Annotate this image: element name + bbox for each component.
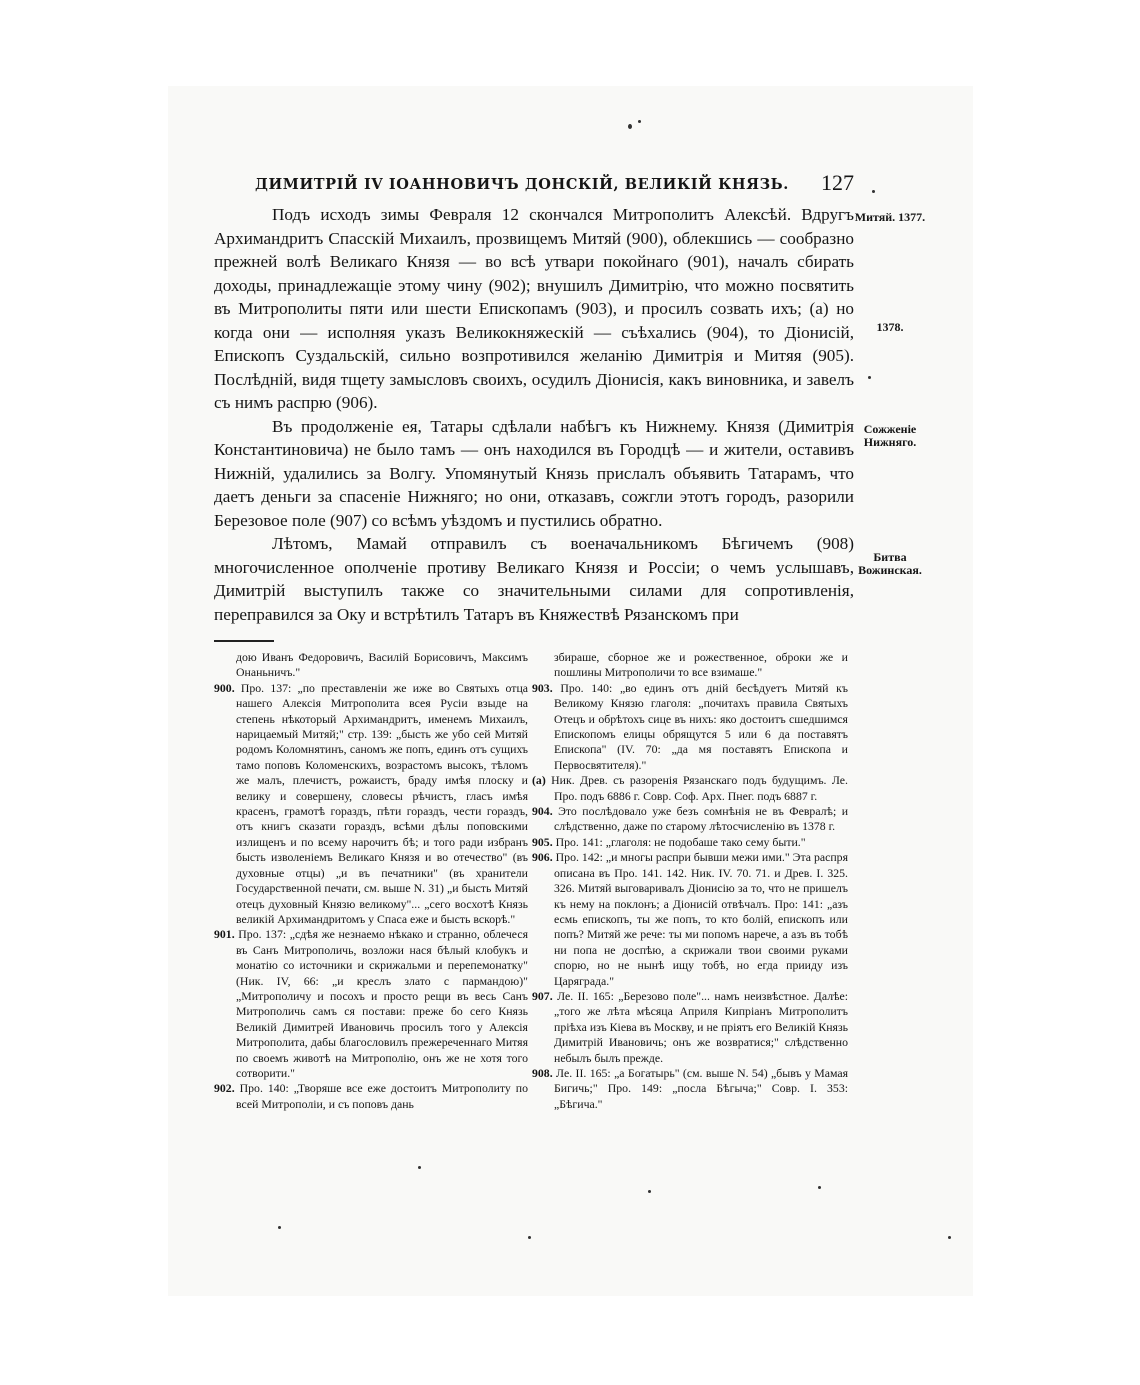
footnote-number: 908. xyxy=(532,1065,553,1080)
footnote-number: 902. xyxy=(214,1081,235,1096)
paragraph: Лѣтомъ, Мамай отправилъ съ военачальникомъ Бѣгичемъ (908) многочисленное ополченіе противу Великаго Князя и Россіи; о чемъ услышавъ, Димитрій выступилъ также со значительными силами для сопротивленія, переправился за Оку и встрѣтилъ Татаръ въ Княжествѣ Рязанскомъ при xyxy=(214,534,854,624)
footnote-number: (а) xyxy=(532,773,546,788)
footnote-number: 903. xyxy=(532,680,553,695)
footnote-text: Про. 140: „во единъ отъ дній бесѣдуетъ Митяй къ Великому Князю глаголя: „почитахъ правила Святыхъ Отецъ и обрѣтохъ сице въ нихъ: яко достоитъ сшедшимся Епископомъ елицы обрящутся 5 или 6 да поставятъ Епископа" (IV. 70: „да мя поставятъ Епископа и Первосвятителя)." xyxy=(554,680,849,772)
scan-speck xyxy=(818,1186,821,1189)
footnote-text: Про. 142: „и многы распри бывши межи ими." Эта распря описана въ Про. 141. 142. Ник. IV. 70. 71. и Древ. I. 325. 326. Митяй выговаривалъ Діонисію за то, что не пришелъ къ нему на поклонъ; а Діонисій отвѣчалъ. Про: 141: „азъ есмь епископъ, ты же попъ, то кто болій, епископъ или попъ? Митяй же рече: ты ми попомъ нарече, а азъ въ тобѣ ни попа не доспѣю, а скрижали твои своими руками спорю, но не нынѣ ищу тобѣ, но егда прииду изъ Царяграда." xyxy=(554,850,848,988)
page-number: 127 xyxy=(821,170,854,195)
footnote-rule xyxy=(214,640,274,642)
footnote-text: збираше, сборное же и рожественное, оброки же и пошлины Митрополичи то все взимаше." xyxy=(554,650,848,680)
footnote-text: Про. 137: „по преставленіи же иже во Святыхъ отца нашего Алексія Митрополита всея Русіи взыде на степень нѣкоторый Архимандритъ, именемъ Михаилъ, нарицаемый Митяй;" стр. 139: „бысть же убо сей Митяй родомъ Коломнятинъ, саномъ же попъ, единъ отъ сущихъ тамо поповъ Коломенскихъ, возрастомъ высокъ, тѣломъ же малъ, плечистъ, рожаистъ, браду имѣя плоску и велику и совершену, словесы рѣчистъ, гласъ имѣя красенъ, грамотѣ гораздъ, пѣти гораздъ, чести гораздъ, отъ книгъ сказати гораздъ, всѣми дѣлы поповскими излищенъ и по всему нарочитъ бѣ; и того ради избранъ бысть изволеніемъ Великаго Князя и во отечество" (въ духовные отцы) „и въ печатники" (въ хранители Государственной печати, см. выше N. 31) „и бысть Митяй отецъ духовный Князю великому"... „сего восхотѣ Князь великій Архимандритомъ у Спаса еже и бысть вскорѣ." xyxy=(236,680,529,926)
scan-speck xyxy=(648,1190,651,1193)
footnote-number: 904. xyxy=(532,804,553,819)
footnote xyxy=(532,1066,848,1112)
paragraph: Подъ исходъ зимы Февраля 12 скончался Митрополитъ Алексѣй. Вдругъ Архимандритъ Спасскій Михаилъ, прозвищемъ Митяй (900), облекшись — сообразно прежней волѣ Великаго Князя — во всѣ утвари покойнаго (901), началъ сбирать доходы, принадлежащіе этому чину (902); внушилъ Димитрію, что можно посвятить въ Митрополиты пяти или шести Епископамъ (903), и просилъ созвать ихъ; (а) но когда они — исполняя указъ Великокняжескій — съѣхались (904), то Діонисій, Епископъ Суздальскій, сильно возпротивился желанію Димитрія и Митяя (905). Послѣдній, видя тщету замысловъ своихъ, осудилъ Діонисія, какъ виновника, и завелъ съ нимъ распрю (906). xyxy=(214,205,854,412)
footnote-text: Про. 141: „глаголя: не подобаше тако сему быти." xyxy=(555,834,806,849)
footnote-text: Это послѣдовало уже безъ сомнѣнія не въ Февралѣ; и слѣдственно, даже по старому лѣтосчисленію въ 1378 г. xyxy=(554,804,849,834)
scan-speck xyxy=(868,376,871,379)
footnote xyxy=(532,650,848,681)
footnote-text: Про. 137: „сдѣя же незнаемо нѣкако и странно, облечеся въ Санъ Митрополичь, возложи нася бѣлый клобукъ и монатію со источники и скрижальми и перепемонатку" (Ник. IV, 66: „и креслъ злато с пармандою)" „Митрополичу и посохъ и просто рещи въ весь Санъ Митрополичь самъ ся постави: преже бо сего Князь Великій Димитрей Ивановичь просилъ того у Алексія Митрополита, дабы благословилъ прежереченнаго Митяя по своемъ животѣ на Митрополію, онъ же не хотя того сотворити." xyxy=(236,927,528,1080)
footnotes-right-column xyxy=(532,650,848,1112)
footnote xyxy=(214,1081,528,1112)
footnote-text: Ле. II. 165: „Березово поле"... намъ неизвѣстное. Далѣе: „того же лѣта мѣсяца Априля Кипріанъ Митрополитъ пріѣха изъ Кіева въ Москву, и не пріятъ его Великій Князь Димитрій Ивановичь; онъ же возвратися;" слѣдственно небылъ былъ прежде. xyxy=(554,988,848,1065)
footnote xyxy=(532,681,848,773)
running-head: ДИМИТРІЙ IV ІОАННОВИЧЪ ДОНСКІЙ, ВЕЛИКІЙ КНЯЗЬ. xyxy=(255,176,789,193)
scan-speck xyxy=(948,1236,951,1239)
footnote-text: Ле. II. 165: „а Богатырь" (см. выше N. 54) „бывъ у Мамая Бигичь;" Про. 149: „посла Бѣгыча;" Совр. I. 353: „Бѣгича." xyxy=(554,1065,849,1111)
footnote xyxy=(214,650,528,681)
marginal-note-burning: Сожженіе Нижняго. xyxy=(863,422,917,449)
footnote xyxy=(214,681,528,928)
footnote-text: Ник. Древ. съ разоренія Рязанскаго подъ будущимъ. Ле. Про. подъ 6886 г. Совр. Соф. Арх. Пнег. подъ 6887 г. xyxy=(551,773,848,803)
scan-speck xyxy=(628,124,632,129)
footnote xyxy=(532,989,848,1066)
footnote xyxy=(532,835,848,850)
scan-speck xyxy=(528,1236,531,1239)
paragraph: Въ продолженіе ея, Татары сдѣлали набѣгъ къ Нижнему. Князя (Димитрія Константиновича) не было тамъ — онъ находился въ Городцѣ — и жители, оставивъ Нижній, удалились за Волгу. Упомянутый Князь прислалъ объявить Татарамъ, что даетъ деньги за спасеніе Нижняго; но они, отказавъ, сожгли этотъ городъ, разорили Березовое поле (907) со всѣмъ уѣздомъ и пустились обратно. xyxy=(214,416,854,530)
marginal-note-battle: Битва Вожинская. xyxy=(858,550,922,577)
page-header xyxy=(215,170,855,200)
footnote-number: 906. xyxy=(532,850,553,865)
marginal-note-mitiai: Митяй. 1377. xyxy=(854,210,926,224)
footnote xyxy=(532,804,848,835)
footnote-number: 901. xyxy=(214,927,235,942)
marginal-note-1378: 1378. xyxy=(876,320,904,334)
footnote-text: Про. 140: „Творяше все еже достоитъ Митрополиту по всей Митрополіи, и съ поповъ дань xyxy=(236,1081,529,1111)
footnote xyxy=(532,773,848,804)
footnote-text: дою Иванъ Федоровичъ, Василій Борисовичъ, Максимъ Онаньничъ." xyxy=(236,650,528,680)
scan-speck xyxy=(872,190,875,193)
footnote-number: 900. xyxy=(214,680,235,695)
footnote xyxy=(214,927,528,1081)
footnotes-left-column xyxy=(214,650,528,1112)
scan-speck xyxy=(418,1166,421,1169)
scan-speck xyxy=(638,120,641,123)
footnote-number: 905. xyxy=(532,834,553,849)
footnote xyxy=(532,850,848,989)
main-text xyxy=(214,203,854,626)
footnote-number: 907. xyxy=(532,988,553,1003)
scan-speck xyxy=(278,1226,281,1229)
